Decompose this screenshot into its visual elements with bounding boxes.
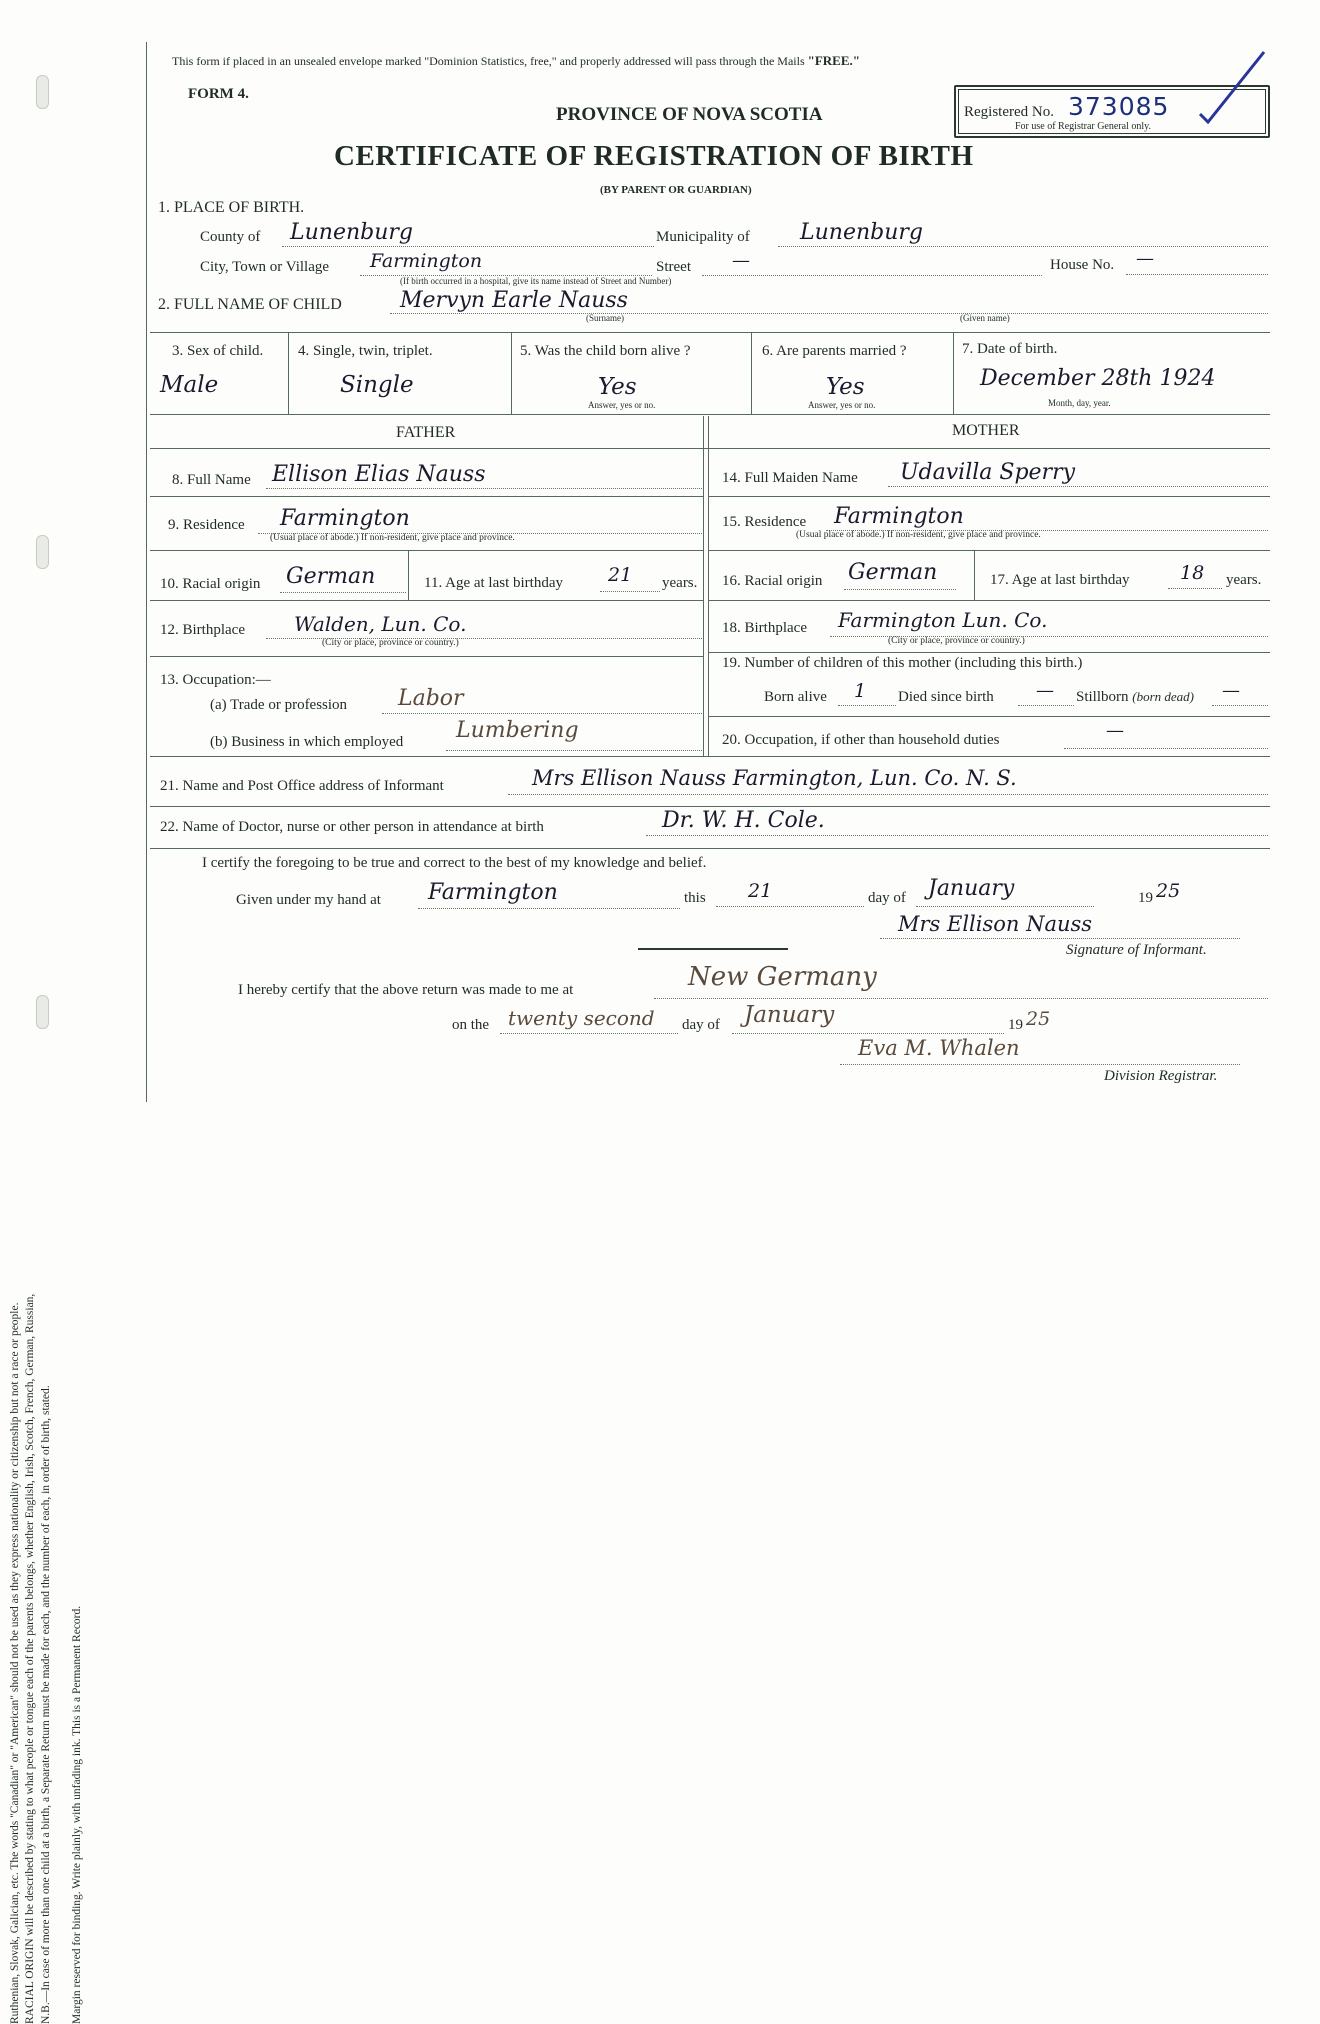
street-label: Street bbox=[656, 259, 691, 275]
stillborn-line bbox=[1212, 705, 1268, 706]
father-age-value: 21 bbox=[608, 564, 633, 586]
informant-signature-line bbox=[880, 938, 1240, 939]
house-line bbox=[1126, 274, 1268, 275]
given-month-value: January bbox=[928, 876, 1015, 901]
born-alive-count-label: Born alive bbox=[764, 689, 827, 705]
father-mother-divider-2 bbox=[708, 416, 709, 756]
mother-row-14-bottom bbox=[708, 496, 1270, 497]
child-name-value: Mervyn Earle Nauss bbox=[400, 288, 628, 313]
mother-residence-label: 15. Residence bbox=[722, 514, 807, 530]
place-of-birth-heading: 1. PLACE OF BIRTH. bbox=[158, 199, 305, 216]
separator-short bbox=[638, 948, 788, 950]
given-at-line bbox=[418, 908, 680, 909]
mother-heading: MOTHER bbox=[952, 422, 1020, 439]
row-3-divider-3 bbox=[751, 332, 752, 414]
registrar-place-line bbox=[654, 998, 1268, 999]
margin-line-4: Margin reserved for binding. Write plainly, with unfading ink. This is a Permanent Record. bbox=[71, 1605, 83, 2024]
margin-instructions bbox=[8, 984, 158, 2024]
row-3-divider-4 bbox=[953, 332, 954, 414]
mother-residence-value: Farmington bbox=[834, 504, 964, 529]
row-3-top bbox=[150, 332, 1270, 333]
informant-signature-label: Signature of Informant. bbox=[1066, 942, 1207, 958]
informant-row-bottom bbox=[150, 806, 1270, 807]
registered-label: Registered No. bbox=[964, 104, 1054, 120]
mail-notice-text: This form if placed in an unsealed envelope marked "Dominion Statistics, free," and properly addressed will pass through the Mails bbox=[172, 54, 805, 68]
father-row-10-bottom bbox=[150, 600, 703, 601]
stillborn-label bbox=[1076, 689, 1194, 706]
stillborn-label-text: Stillborn bbox=[1076, 689, 1129, 705]
mother-age-line bbox=[1168, 588, 1222, 589]
father-residence-label: 9. Residence bbox=[168, 517, 245, 533]
mother-occupation-line bbox=[1064, 748, 1268, 749]
registrar-statement: I hereby certify that the above return was made to me at bbox=[238, 982, 574, 998]
plurality-label: 4. Single, twin, triplet. bbox=[298, 343, 433, 359]
city-label: City, Town or Village bbox=[200, 259, 330, 275]
heading-underline bbox=[150, 448, 1270, 449]
father-residence-value: Farmington bbox=[280, 506, 410, 531]
mother-row-16-bottom bbox=[708, 600, 1270, 601]
mother-name-line bbox=[888, 486, 1268, 487]
father-name-line bbox=[266, 488, 702, 489]
father-age-line bbox=[600, 591, 660, 592]
registrar-day-value: twenty second bbox=[508, 1006, 655, 1030]
father-row-8-bottom bbox=[150, 496, 703, 497]
father-name-label: 8. Full Name bbox=[172, 472, 251, 488]
mother-racial-divider bbox=[974, 550, 975, 600]
given-day-line bbox=[716, 906, 864, 907]
father-residence-note: (Usual place of abode.) If non-resident, give place and province. bbox=[270, 533, 515, 543]
registrar-signature-line bbox=[840, 1064, 1240, 1065]
margin-line-2: RACIAL ORIGIN will be described by stating to what people or tongue each of the parents belongs, whether English, Irish, Scotch, French, German, Russian, bbox=[24, 1293, 36, 2024]
form-left-border bbox=[146, 42, 147, 1102]
mother-occupation-value: — bbox=[1106, 720, 1124, 741]
child-name-line bbox=[390, 313, 1268, 314]
county-line bbox=[282, 246, 654, 247]
surname-note: (Surname) bbox=[586, 313, 624, 323]
mother-row-19-bottom bbox=[708, 716, 1270, 717]
registrar-year-prefix: 19 bbox=[1008, 1017, 1023, 1033]
dob-note: Month, day, year. bbox=[1048, 398, 1111, 408]
stillborn-value: — bbox=[1222, 680, 1240, 701]
given-year-prefix: 19 bbox=[1138, 890, 1153, 906]
doctor-label: 22. Name of Doctor, nurse or other person in attendance at birth bbox=[160, 819, 544, 835]
informant-label: 21. Name and Post Office address of Informant bbox=[160, 778, 444, 794]
given-name-note: (Given name) bbox=[960, 313, 1010, 323]
father-name-value: Ellison Elias Nauss bbox=[272, 462, 486, 487]
sex-label: 3. Sex of child. bbox=[172, 343, 264, 359]
house-value: — bbox=[1136, 248, 1154, 269]
registrar-signature-label: Division Registrar. bbox=[1104, 1068, 1218, 1084]
stillborn-note: (born dead) bbox=[1132, 689, 1195, 704]
mail-notice bbox=[172, 53, 860, 69]
given-at-value: Farmington bbox=[428, 880, 558, 905]
given-day-value: 21 bbox=[748, 880, 773, 902]
father-racial-line bbox=[280, 592, 406, 593]
registrar-place-value: New Germany bbox=[688, 962, 877, 992]
given-this-label: this bbox=[684, 890, 706, 906]
registrar-signature: Eva M. Whalen bbox=[858, 1036, 1020, 1060]
father-birthplace-note: (City or place, province or country.) bbox=[322, 638, 459, 648]
mother-residence-note: (Usual place of abode.) If non-resident, give place and province. bbox=[796, 530, 1041, 540]
parents-married-label: 6. Are parents married ? bbox=[762, 343, 907, 359]
blue-check-mark bbox=[1180, 44, 1270, 134]
given-year-value: 25 bbox=[1156, 880, 1181, 902]
binding-hole-top bbox=[36, 75, 49, 109]
father-trade-label: (a) Trade or profession bbox=[210, 697, 348, 713]
father-business-label: (b) Business in which employed bbox=[210, 734, 404, 750]
mother-age-years: years. bbox=[1226, 572, 1262, 588]
municipality-value: Lunenburg bbox=[800, 220, 923, 245]
registrar-month-value: January bbox=[744, 1002, 835, 1028]
sex-value: Male bbox=[160, 372, 219, 398]
street-value: — bbox=[732, 250, 750, 271]
informant-line bbox=[508, 794, 1268, 795]
father-row-12-bottom bbox=[150, 656, 703, 657]
father-age-label: 11. Age at last birthday bbox=[424, 575, 563, 591]
parents-married-answer: Yes bbox=[826, 374, 865, 400]
municipality-line bbox=[778, 246, 1268, 247]
registrar-day-line bbox=[500, 1033, 678, 1034]
registrar-on-the-label: on the bbox=[452, 1017, 490, 1033]
mother-row-15-bottom bbox=[708, 550, 1270, 551]
registrar-month-line bbox=[732, 1033, 1004, 1034]
given-month-line bbox=[916, 906, 1094, 907]
doctor-line bbox=[646, 835, 1268, 836]
born-alive-note: Answer, yes or no. bbox=[588, 400, 656, 410]
informant-value: Mrs Ellison Nauss Farmington, Lun. Co. N. S. bbox=[532, 766, 1017, 790]
hospital-note: (If birth occurred in a hospital, give its name instead of Street and Number) bbox=[400, 276, 672, 286]
born-alive-count-line bbox=[838, 705, 896, 706]
dob-value: December 28th 1924 bbox=[980, 366, 1216, 391]
father-occupation-label: 13. Occupation:— bbox=[160, 672, 271, 688]
margin-line-1: Ruthenian, Slovak, Galician, etc. The words "Canadian" or "American" should not be used as they express nationality or citizenship but not a race or people. bbox=[9, 1302, 21, 2024]
father-racial-value: German bbox=[286, 564, 376, 589]
mail-free-text: "FREE." bbox=[807, 53, 860, 68]
row-3-bottom bbox=[150, 414, 1270, 415]
row-3-divider-1 bbox=[288, 332, 289, 414]
born-alive-answer: Yes bbox=[598, 374, 637, 400]
born-alive-question-label: 5. Was the child born alive ? bbox=[520, 343, 691, 359]
mother-name-label: 14. Full Maiden Name bbox=[722, 470, 858, 486]
form-number: FORM 4. bbox=[188, 86, 249, 102]
mother-age-label: 17. Age at last birthday bbox=[990, 572, 1130, 588]
father-mother-divider bbox=[703, 416, 704, 756]
mother-racial-label: 16. Racial origin bbox=[722, 573, 823, 589]
mother-racial-value: German bbox=[848, 560, 938, 585]
child-name-label: 2. FULL NAME OF CHILD bbox=[158, 296, 342, 313]
father-racial-label: 10. Racial origin bbox=[160, 576, 261, 592]
mother-racial-line bbox=[844, 589, 956, 590]
registrar-day-of-label: day of bbox=[682, 1017, 720, 1033]
mother-birthplace-label: 18. Birthplace bbox=[722, 620, 807, 636]
died-since-birth-line bbox=[1018, 705, 1074, 706]
born-alive-count-value: 1 bbox=[854, 680, 867, 702]
died-since-birth-value: — bbox=[1036, 680, 1054, 701]
father-row-9-bottom bbox=[150, 550, 703, 551]
municipality-label: Municipality of bbox=[656, 229, 750, 245]
father-birthplace-value: Walden, Lun. Co. bbox=[294, 612, 467, 636]
binding-hole-bottom bbox=[36, 995, 49, 1029]
parents-married-note: Answer, yes or no. bbox=[808, 400, 876, 410]
doctor-row-bottom bbox=[150, 848, 1270, 849]
mother-row-18-bottom bbox=[708, 652, 1270, 653]
mother-name-value: Udavilla Sperry bbox=[900, 460, 1076, 485]
doctor-value: Dr. W. H. Cole. bbox=[662, 808, 825, 833]
binding-hole-middle bbox=[36, 535, 49, 569]
mother-birthplace-note: (City or place, province or country.) bbox=[888, 636, 1025, 646]
registered-number: 373085 bbox=[1068, 92, 1170, 121]
father-heading: FATHER bbox=[396, 424, 456, 441]
father-trade-line bbox=[382, 713, 702, 714]
certify-statement: I certify the foregoing to be true and correct to the best of my knowledge and belief. bbox=[202, 855, 707, 871]
given-day-of-label: day of bbox=[868, 890, 906, 906]
mother-occupation-label: 20. Occupation, if other than household duties bbox=[722, 732, 1000, 748]
margin-line-3: N.B.—In case of more than one child at a birth, a Separate Return must be made for each, and the number of each, in order of birth, stated. bbox=[40, 1385, 52, 2024]
mother-birthplace-value: Farmington Lun. Co. bbox=[838, 608, 1048, 632]
died-since-birth-label: Died since birth bbox=[898, 689, 994, 705]
father-business-value: Lumbering bbox=[456, 718, 579, 743]
informant-signature: Mrs Ellison Nauss bbox=[898, 912, 1093, 936]
registrar-general-note: For use of Registrar General only. bbox=[1015, 121, 1151, 132]
parents-section-bottom bbox=[150, 756, 1270, 757]
street-line bbox=[702, 275, 1042, 276]
certificate-subtitle: (BY PARENT OR GUARDIAN) bbox=[600, 184, 752, 196]
county-label: County of bbox=[200, 229, 261, 245]
city-value: Farmington bbox=[370, 250, 483, 272]
father-trade-value: Labor bbox=[398, 686, 464, 711]
province-title: PROVINCE OF NOVA SCOTIA bbox=[556, 104, 823, 125]
father-age-years: years. bbox=[662, 575, 698, 591]
certificate-title: CERTIFICATE OF REGISTRATION OF BIRTH bbox=[334, 140, 974, 172]
father-racial-divider bbox=[408, 550, 409, 600]
plurality-value: Single bbox=[340, 372, 414, 398]
mother-age-value: 18 bbox=[1180, 562, 1205, 584]
row-3-divider-2 bbox=[511, 332, 512, 414]
dob-label: 7. Date of birth. bbox=[962, 341, 1058, 357]
county-value: Lunenburg bbox=[290, 220, 413, 245]
registrar-year-value: 25 bbox=[1026, 1008, 1051, 1030]
father-birthplace-label: 12. Birthplace bbox=[160, 622, 245, 638]
given-at-label: Given under my hand at bbox=[236, 892, 381, 908]
father-business-line bbox=[446, 750, 702, 751]
house-label: House No. bbox=[1050, 257, 1115, 273]
mother-children-label: 19. Number of children of this mother (including this birth.) bbox=[722, 655, 1083, 671]
